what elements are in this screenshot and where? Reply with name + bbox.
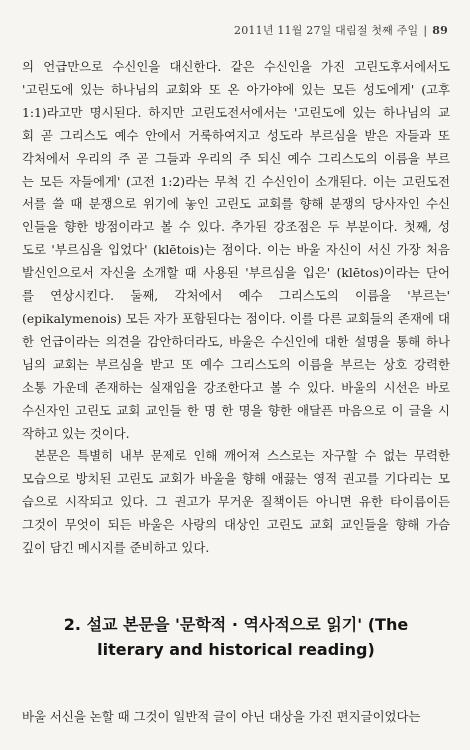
text-line: 수신자인 고린도 교회 교인들 한 명 한 명을 향한 애달픈 마음으로 이 글을 시 — [22, 402, 450, 418]
text-line: 깊이 담긴 메시지를 준비하고 있다. — [22, 540, 210, 556]
paragraph-2 — [22, 445, 450, 560]
text-line: 습으로 시작되고 있다. 그 권고가 무거운 질책이든 아니면 유한 타이름이든 — [22, 494, 450, 510]
section-heading-line: literary and historical reading) — [97, 640, 375, 659]
paragraph-1 — [22, 56, 450, 445]
text-line: 한 언급이라는 의견을 감안하더라도, 바울은 수신인에 대한 설명을 통해 하나 — [22, 333, 450, 349]
text-line: 를 연상시킨다. 둘째, 각처에서 예수 그리스도의 이름을 '부르는' — [22, 288, 450, 304]
text-line: 도로 '부르심을 입었다' (klētois)는 점이다. 이는 바울 자신이 서신 가장 처음 — [22, 242, 450, 258]
text-line: 작하고 있는 것이다. — [22, 425, 130, 441]
section-heading — [22, 612, 450, 662]
running-header — [234, 22, 448, 38]
text-line: 회 곧 그리스도 예수 안에서 거룩하여지고 성도라 부르심을 받은 자들과 또 — [22, 127, 450, 143]
text-line: '고린도에 있는 하나님의 교회와 또 온 아가야에 있는 모든 성도에게' (고후 — [22, 81, 450, 97]
text-line: (epikalymenois) 모든 자가 포함된다는 점이다. 이를 다른 교회들의 존재에 대 — [22, 310, 450, 326]
paragraph-3-first-line: 바울 서신을 논할 때 그것이 일반적 글이 아닌 대상을 가진 편지글이었다는 — [22, 709, 421, 724]
header-date: 2011년 11월 27일 대림절 첫째 주일 — [234, 24, 419, 37]
text-line: 발신인으로서 자신을 소개할 때 사용된 '부르심을 입은' (klētos)이라는 단어 — [22, 265, 450, 281]
text-line: 서를 쓸 때 분쟁으로 위기에 놓인 고린도 교회를 향해 분쟁의 당사자인 수신 — [22, 196, 450, 212]
text-line: 인들을 향한 방점이라고 볼 수 있다. 추가된 강조점은 두 부분이다. 첫째, 성 — [22, 219, 450, 235]
text-line: 1:1)라고만 명시된다. 하지만 고린도전서에서는 '고린도에 있는 하나님의 교 — [22, 104, 450, 120]
text-line: 님의 교회는 부르심을 받고 또 예수 그리스도의 이름을 부르는 상호 강력한 — [22, 356, 450, 372]
text-line: 의 언급만으로 수신인을 대신한다. 같은 수신인을 가진 고린도후서에서도 — [22, 59, 450, 74]
text-line: 본문은 특별히 내부 문제로 인해 깨어져 스스로는 자구할 수 없는 무력한 — [34, 448, 450, 464]
page-number: 89 — [432, 24, 448, 37]
text-line: 그것이 무엇이 되든 바울은 사랑의 대상인 고린도 교회 교인들을 향해 가슴 — [22, 517, 450, 533]
body-text — [22, 56, 450, 560]
header-separator: | — [423, 24, 428, 37]
text-line: 모습으로 방치된 고린도 교회가 바울을 향해 애끓는 영적 권고를 기다리는 모 — [22, 471, 450, 487]
text-line: 소통 가운데 존재하는 실재임을 강조한다고 볼 수 있다. 바울의 시선은 바로 — [22, 379, 450, 395]
text-line: 각처에서 우리의 주 곧 그들과 우리의 주 되신 예수 그리스도의 이름을 부르 — [22, 150, 450, 166]
text-line: 는 모든 자들에게' (고전 1:2)라는 무척 긴 수신인이 소개된다. 이는 고린도전 — [22, 173, 450, 189]
section-heading-line: 2. 설교 본문을 '문학적 · 역사적으로 읽기' (The — [63, 615, 409, 634]
